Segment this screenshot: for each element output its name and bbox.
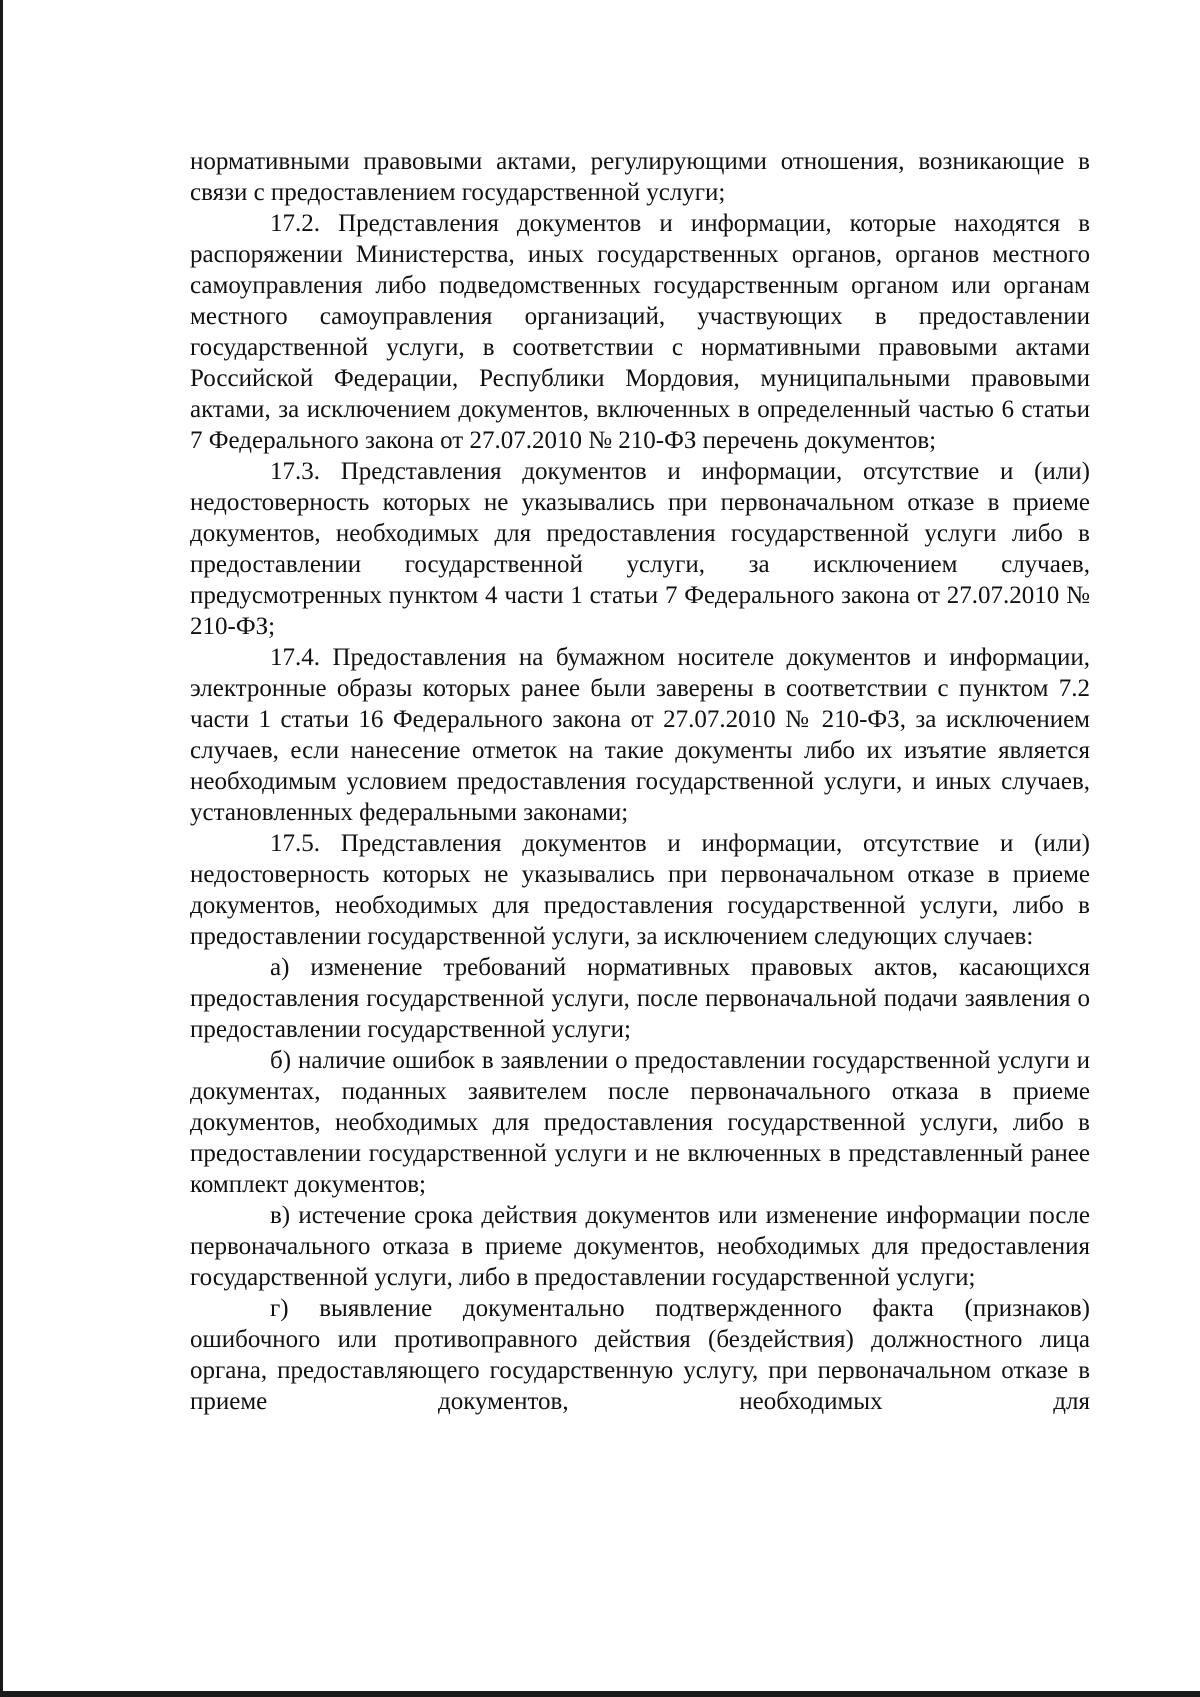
paragraph-17-4: 17.4. Предоставления на бумажном носителе документов и информации, электронные образы которых ранее были заверены в соответствии с пунктом 7.2 части 1 статьи 16 Федерального закона от 27.07.2010 № 210-ФЗ, за исключением случаев, если нанесение отметок на такие документы либо их изъятие является необходимым условием предоставления государственной услуги, и иных случаев, установленных федеральными законами; [190,644,1090,826]
paragraph-continuation: нормативными правовыми актами, регулирующими отношения, возникающие в связи с предоставлением государственной услуги; [190,148,1090,206]
scan-edge-bottom [0,1691,1200,1697]
list-item-a: а) изменение требований нормативных правовых актов, касающихся предоставления государственной услуги, после первоначальной подачи заявления о предоставлении государственной услуги; [190,954,1090,1043]
list-item-b: б) наличие ошибок в заявлении о предоставлении государственной услуги и документах, поданных заявителем после первоначального отказа в приеме документов, необходимых для предоставления государственной услуги, либо в предоставлении государственной услуги и не включенных в представленный ранее комплект документов; [190,1047,1090,1198]
scan-edge-left [0,0,3,1697]
list-item-g: г) выявление документально подтвержденного факта (признаков) ошибочного или противоправного действия (бездействия) должностного лица органа, предоставляющего государственную услугу, при первоначальном отказе в приеме документов, необходимых для [190,1295,1090,1415]
document-body [190,146,1090,1417]
paragraph-17-2: 17.2. Представления документов и информации, которые находятся в распоряжении Министерства, иных государственных органов, органов местного самоуправления либо подведомственных государственным органом или органам местного самоуправления организаций, участвующих в предоставлении государственной услуги, в соответствии с нормативными правовыми актами Российской Федерации, Республики Мордовия, муниципальными правовыми актами, за исключением документов, включенных в определенный частью 6 статьи 7 Федерального закона от 27.07.2010 № 210-ФЗ перечень документов; [190,210,1090,454]
paragraph-17-5: 17.5. Представления документов и информации, отсутствие и (или) недостоверность которых не указывались при первоначальном отказе в приеме документов, необходимых для предоставления государственной услуги, либо в предоставлении государственной услуги, за исключением следующих случаев: [190,830,1090,950]
list-item-v: в) истечение срока действия документов или изменение информации после первоначального отказа в приеме документов, необходимых для предоставления государственной услуги, либо в предоставлении государственной услуги; [190,1202,1090,1291]
paragraph-17-3: 17.3. Представления документов и информации, отсутствие и (или) недостоверность которых не указывались при первоначальном отказе в приеме документов, необходимых для предоставления государственной услуги либо в предоставлении государственной услуги, за исключением случаев, предусмотренных пунктом 4 части 1 статьи 7 Федерального закона от 27.07.2010 № 210-ФЗ; [190,458,1090,640]
